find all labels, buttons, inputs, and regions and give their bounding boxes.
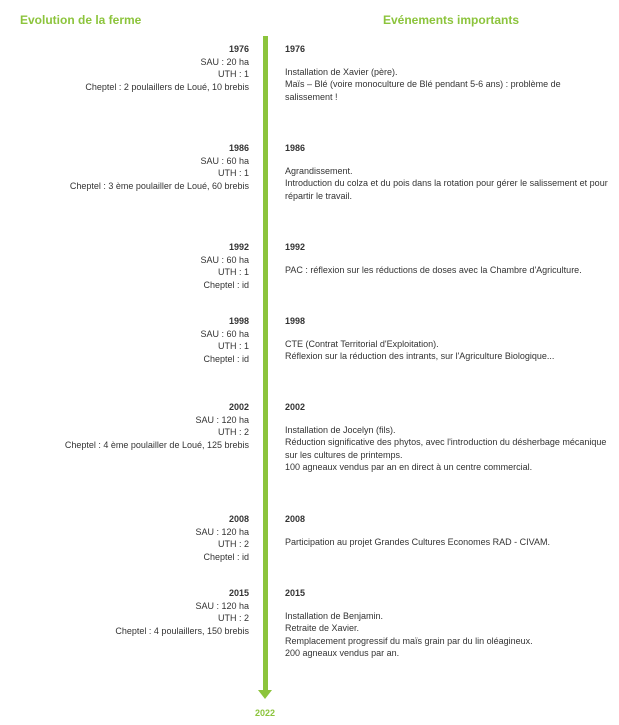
uth-value: UTH : 1 xyxy=(217,168,249,178)
farm-state-block xyxy=(195,513,249,563)
uth-value: UTH : 2 xyxy=(217,613,249,623)
event-item: Participation au projet Grandes Cultures Economes RAD - CIVAM. xyxy=(285,536,550,547)
cheptel-value: Cheptel : 4 poulaillers, 150 brebis xyxy=(115,625,249,636)
uth-value: UTH : 1 xyxy=(217,267,249,277)
important-events-header: Evénements importants xyxy=(383,13,520,27)
farm-evolution-header: Evolution de la ferme xyxy=(20,13,142,27)
sau-value: SAU : 20 ha xyxy=(200,56,249,67)
sau-value: SAU : 120 ha xyxy=(195,600,249,611)
event-item: Retraite de Xavier. xyxy=(285,623,360,633)
uth-value: UTH : 2 xyxy=(217,427,249,437)
event-block xyxy=(285,401,610,474)
event-year: 1986 xyxy=(285,143,306,153)
event-year: 1976 xyxy=(285,44,306,54)
cheptel-value: Cheptel : 4 ème poulailler de Loué, 125 brebis xyxy=(64,439,249,450)
event-spacer xyxy=(285,155,610,165)
event-spacer xyxy=(285,414,610,424)
event-block xyxy=(285,513,610,548)
event-item: 100 agneaux vendus par an en direct à un centre commercial. xyxy=(285,462,533,472)
event-item: Agrandissement. xyxy=(285,165,353,176)
sau-value: SAU : 120 ha xyxy=(195,414,249,425)
event-item: Remplacement progressif du maïs grain par du lin oléagineux. xyxy=(285,635,533,646)
farm-state-block xyxy=(85,43,249,93)
cheptel-value: Cheptel : id xyxy=(203,279,249,290)
timeline-end-year: 2022 xyxy=(254,708,276,718)
farm-state-year: 1986 xyxy=(228,143,249,153)
event-year: 1992 xyxy=(285,242,306,252)
uth-value: UTH : 1 xyxy=(217,69,249,79)
event-item: Introduction du colza et du pois dans la rotation pour gérer le salissement et pour répartir le travail. xyxy=(285,178,608,201)
farm-state-year: 2015 xyxy=(228,588,249,598)
farm-state-block xyxy=(65,401,249,451)
sau-value: SAU : 60 ha xyxy=(200,254,249,265)
farm-state-block xyxy=(70,142,249,192)
event-spacer xyxy=(285,56,610,66)
event-year: 1998 xyxy=(285,316,306,326)
event-item: Installation de Benjamin. xyxy=(285,610,384,621)
event-block xyxy=(285,315,610,363)
timeline-line xyxy=(263,36,268,692)
event-item: Réflexion sur la réduction des intrants, sur l'Agriculture Biologique... xyxy=(285,351,555,361)
farm-state-block xyxy=(200,315,249,365)
event-spacer xyxy=(285,600,610,610)
uth-value: UTH : 1 xyxy=(217,341,249,351)
event-item: Installation de Jocelyn (fils). xyxy=(285,424,396,435)
sau-value: SAU : 60 ha xyxy=(200,155,249,166)
event-item: Maïs – Blé (voire monoculture de Blé pendant 5-6 ans) : problème de salissement ! xyxy=(285,79,561,102)
event-item: 200 agneaux vendus par an. xyxy=(285,648,400,658)
farm-state-year: 2008 xyxy=(228,514,249,524)
farm-state-year: 1992 xyxy=(228,242,249,252)
timeline-arrow-down-icon xyxy=(258,690,272,699)
sau-value: SAU : 120 ha xyxy=(195,526,249,537)
cheptel-value: Cheptel : id xyxy=(203,353,249,364)
farm-state-block xyxy=(115,587,249,637)
event-spacer xyxy=(285,328,610,338)
event-block xyxy=(285,43,610,103)
farm-state-year: 1976 xyxy=(228,44,249,54)
cheptel-value: Cheptel : 2 poulaillers de Loué, 10 brebis xyxy=(85,81,249,92)
event-year: 2015 xyxy=(285,588,306,598)
uth-value: UTH : 2 xyxy=(217,539,249,549)
farm-state-year: 1998 xyxy=(228,316,249,326)
event-item: Installation de Xavier (père). xyxy=(285,66,398,77)
event-year: 2002 xyxy=(285,402,306,412)
event-block xyxy=(285,142,610,202)
event-block xyxy=(285,241,610,276)
cheptel-value: Cheptel : 3 ème poulailler de Loué, 60 brebis xyxy=(69,180,249,191)
event-spacer xyxy=(285,254,610,264)
event-item: CTE (Contrat Territorial d'Exploitation). xyxy=(285,338,439,349)
event-spacer xyxy=(285,526,610,536)
farm-state-year: 2002 xyxy=(228,402,249,412)
sau-value: SAU : 60 ha xyxy=(200,328,249,339)
event-block xyxy=(285,587,610,660)
cheptel-value: Cheptel : id xyxy=(203,551,249,562)
event-item: PAC : réflexion sur les réductions de doses avec la Chambre d'Agriculture. xyxy=(285,264,582,275)
farm-state-block xyxy=(200,241,249,291)
event-year: 2008 xyxy=(285,514,306,524)
event-item: Réduction significative des phytos, avec l'introduction du désherbage mécanique sur les cultures de printemps. xyxy=(285,437,607,460)
